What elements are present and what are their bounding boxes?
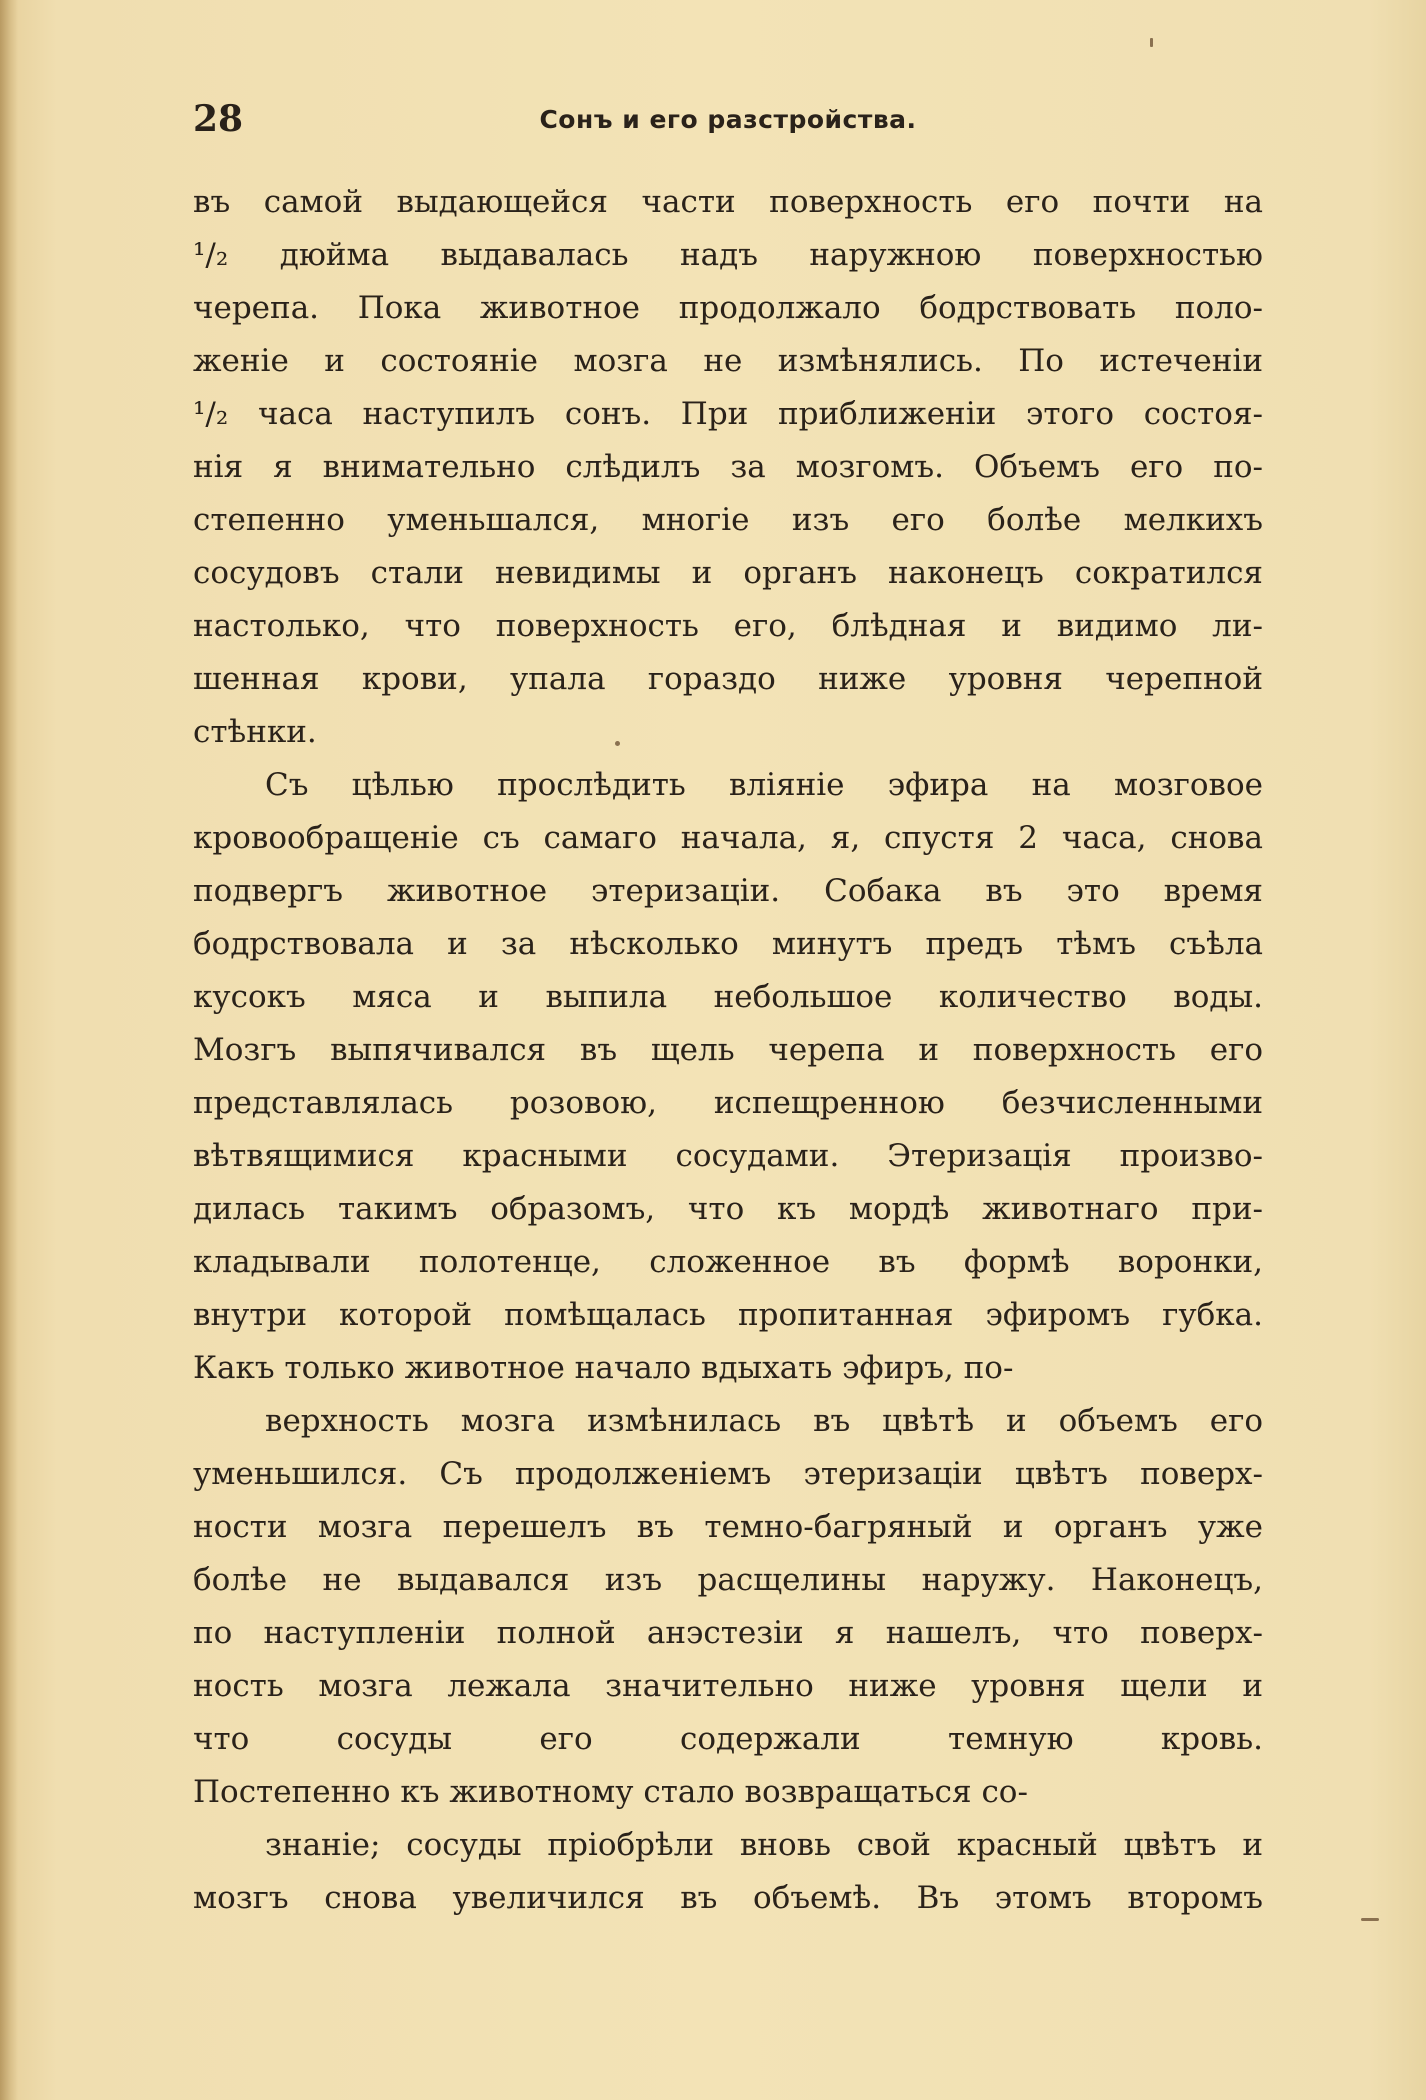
text-line: ¹/₂ часа наступилъ сонъ. При приближеніи этого состоя- bbox=[193, 396, 1263, 432]
text-line: вѣтвящимися красными сосудами. Этеризація произво- bbox=[193, 1138, 1263, 1174]
text-line: кусокъ мяса и выпила небольшое количество воды. bbox=[193, 979, 1263, 1015]
text-line: Мозгъ выпячивался въ щель черепа и поверхность его bbox=[193, 1032, 1263, 1068]
text-line: ность мозга лежала значительно ниже уровня щели и bbox=[193, 1668, 1263, 1704]
text-line: черепа. Пока животное продолжало бодрствовать поло- bbox=[193, 290, 1263, 326]
text-line: ¹/₂ дюйма выдавалась надъ наружною поверхностью bbox=[193, 237, 1263, 273]
text-line: шенная крови, упала гораздо ниже уровня черепной bbox=[193, 661, 1263, 697]
text-line: нія я внимательно слѣдилъ за мозгомъ. Объемъ его по- bbox=[193, 449, 1263, 485]
paper-speck bbox=[615, 741, 620, 746]
text-line: въ самой выдающейся части поверхность его почти на bbox=[193, 184, 1263, 220]
text-line: Съ цѣлью прослѣдить вліяніе эфира на мозговое bbox=[265, 767, 1263, 803]
text-line: женіе и состояніе мозга не измѣнялись. По истеченіи bbox=[193, 343, 1263, 379]
text-line: мозгъ снова увеличился въ объемѣ. Въ этомъ второмъ bbox=[193, 1880, 1263, 1916]
page-number: 28 bbox=[193, 98, 244, 140]
text-line: настолько, что поверхность его, блѣдная и видимо ли- bbox=[193, 608, 1263, 644]
paper-speck bbox=[1150, 38, 1153, 47]
page-edge-shadow bbox=[0, 0, 18, 2100]
text-line: дилась такимъ образомъ, что къ мордѣ животнаго при- bbox=[193, 1191, 1263, 1227]
text-line: Какъ только животное начало вдыхать эфиръ, по- bbox=[193, 1350, 1014, 1386]
text-line: подвергъ животное этеризаціи. Собака въ это время bbox=[193, 873, 1263, 909]
running-title: Сонъ и его разстройства. bbox=[539, 105, 917, 134]
text-line: болѣе не выдавался изъ расщелины наружу. Наконецъ, bbox=[193, 1562, 1263, 1598]
paper-speck bbox=[1361, 1918, 1379, 1921]
text-line: степенно уменьшался, многіе изъ его болѣе мелкихъ bbox=[193, 502, 1263, 538]
text-line: по наступленіи полной анэстезіи я нашелъ, что поверх- bbox=[193, 1615, 1263, 1651]
body-text bbox=[193, 176, 1263, 1978]
text-line: что сосуды его содержали темную кровь. bbox=[193, 1721, 1263, 1757]
text-line: стѣнки. bbox=[193, 714, 317, 750]
text-line: внутри которой помѣщалась пропитанная эфиромъ губка. bbox=[193, 1297, 1263, 1333]
text-line: кладывали полотенце, сложенное въ формѣ воронки, bbox=[193, 1244, 1263, 1280]
text-line: верхность мозга измѣнилась въ цвѣтѣ и объемъ его bbox=[265, 1403, 1263, 1439]
text-line bbox=[193, 1925, 1263, 1978]
text-line: знаніе; сосуды пріобрѣли вновь свой красный цвѣтъ и bbox=[265, 1827, 1263, 1863]
page-header bbox=[193, 96, 1263, 142]
text-line: кровообращеніе съ самаго начала, я, спустя 2 часа, снова bbox=[193, 820, 1263, 856]
text-line: сосудовъ стали невидимы и органъ наконецъ сократился bbox=[193, 555, 1263, 591]
text-line: представлялась розовою, испещренною безчисленными bbox=[193, 1085, 1263, 1121]
text-line: Постепенно къ животному стало возвращаться со- bbox=[193, 1774, 1028, 1810]
text-line: уменьшился. Съ продолженіемъ этеризаціи цвѣтъ поверх- bbox=[193, 1456, 1263, 1492]
text-line: бодрствовала и за нѣсколько минутъ предъ тѣмъ съѣла bbox=[193, 926, 1263, 962]
text-line: ности мозга перешелъ въ темно-багряный и органъ уже bbox=[193, 1509, 1263, 1545]
